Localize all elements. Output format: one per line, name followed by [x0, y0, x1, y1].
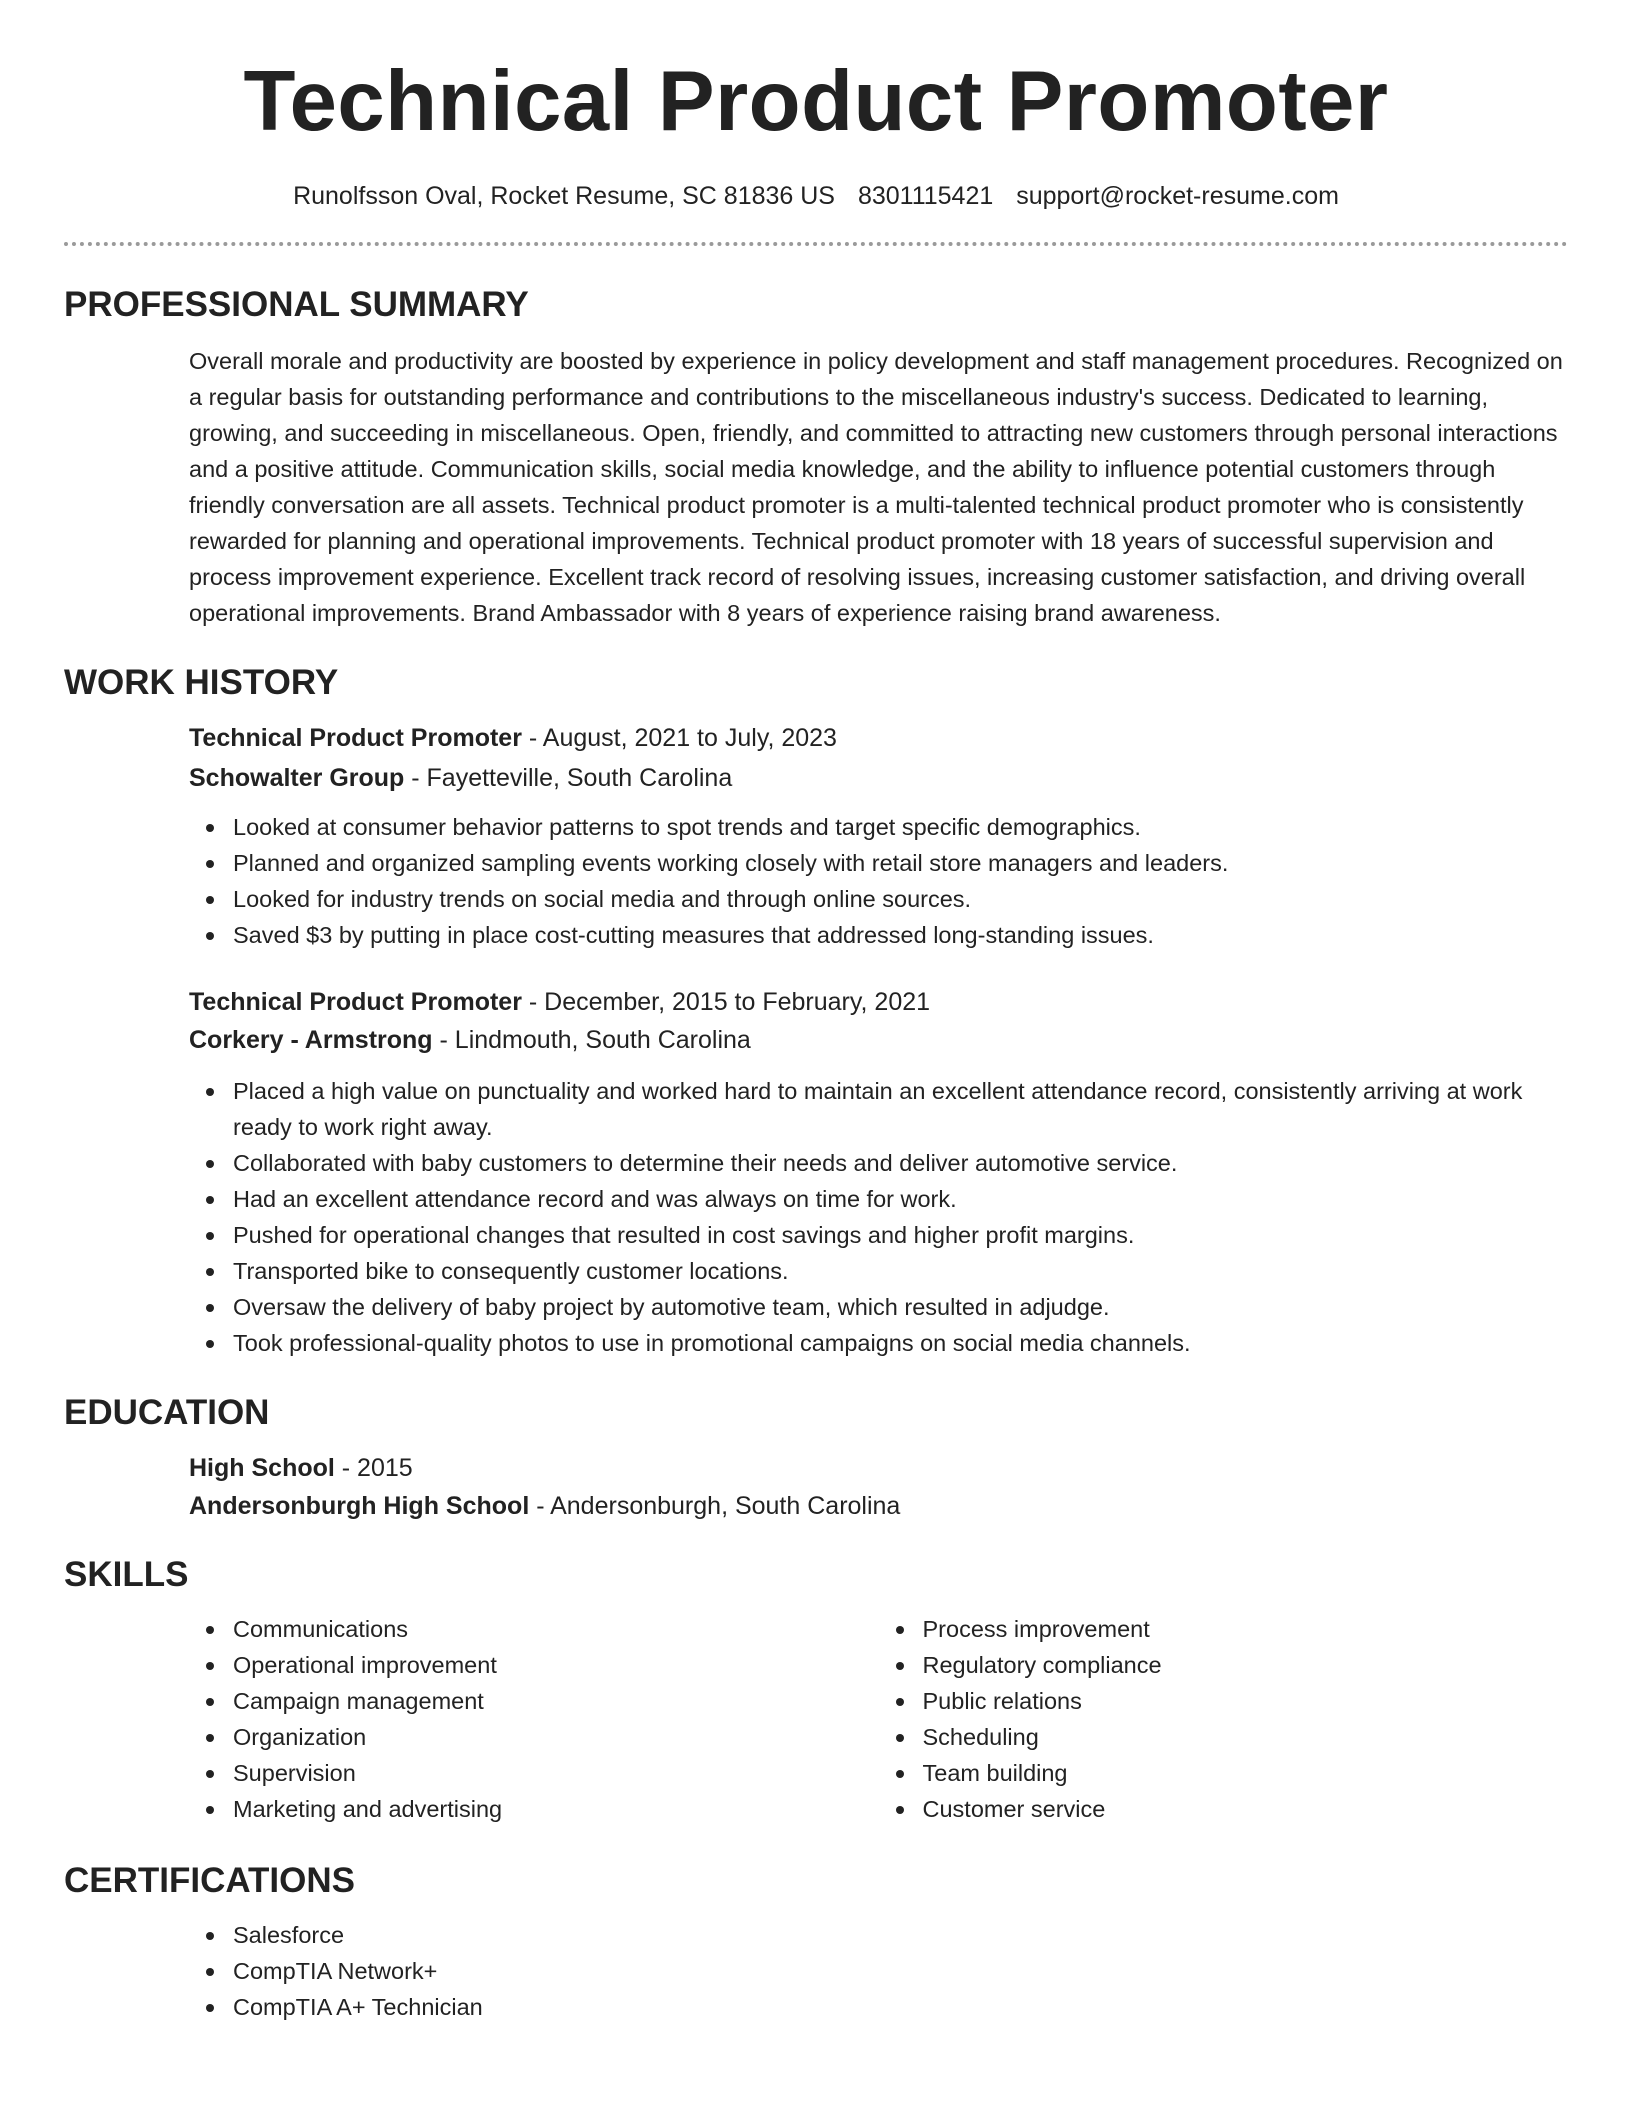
job-bullet: Transported bike to consequently customer locations. [233, 1253, 1568, 1289]
job-bullet-list [189, 1073, 1568, 1361]
contact-email: support@rocket-resume.com [1016, 182, 1339, 210]
contact-phone: 8301115421 [857, 182, 994, 210]
certification-item: Salesforce [233, 1917, 1568, 1953]
job-location: - Lindmouth, South Carolina [432, 1026, 751, 1054]
job-bullet: Saved $3 by putting in place cost-cutting measures that addressed long-standing issues. [233, 917, 1568, 953]
summary-section-title: PROFESSIONAL SUMMARY [64, 285, 529, 324]
work-history-section [64, 661, 1568, 1361]
job-bullet: Took professional-quality photos to use in promotional campaigns on social media channels. [233, 1325, 1568, 1361]
job-title-line [189, 983, 1568, 1021]
education-section-title: EDUCATION [64, 1393, 270, 1432]
job-bullet: Placed a high value on punctuality and worked hard to maintain an excellent attendance record, consistently arriving at work ready to work right away. [233, 1073, 1568, 1145]
education-school-line [189, 1487, 1568, 1525]
summary-section [64, 283, 1568, 631]
job-role: Technical Product Promoter [189, 724, 522, 752]
skill-item: Process improvement [923, 1611, 1569, 1647]
education-year: - 2015 [334, 1454, 413, 1482]
job-bullet: Had an excellent attendance record and was always on time for work. [233, 1181, 1568, 1217]
job-bullet: Collaborated with baby customers to determine their needs and deliver automotive service. [233, 1145, 1568, 1181]
skill-item: Marketing and advertising [233, 1791, 879, 1827]
job-bullet: Looked for industry trends on social media and through online sources. [233, 881, 1568, 917]
skills-list-right [879, 1611, 1569, 1827]
skill-item: Communications [233, 1611, 879, 1647]
job-bullet: Planned and organized sampling events working closely with retail store managers and leaders. [233, 845, 1568, 881]
skills-section [64, 1553, 1568, 1827]
education-entry [189, 1449, 1568, 1525]
resume-page [64, 0, 1568, 2025]
skill-item: Public relations [923, 1683, 1569, 1719]
job-location: - Fayetteville, South Carolina [404, 764, 733, 792]
job-bullet: Oversaw the delivery of baby project by automotive team, which resulted in adjudge. [233, 1289, 1568, 1325]
job-dates: - December, 2015 to February, 2021 [521, 988, 931, 1016]
education-school: Andersonburgh High School [189, 1492, 530, 1520]
job-company-line [189, 1021, 1568, 1059]
job-bullet: Looked at consumer behavior patterns to spot trends and target specific demographics. [233, 809, 1568, 845]
certification-item: CompTIA A+ Technician [233, 1989, 1568, 2025]
certifications-list [189, 1917, 1568, 2025]
job-bullet: Pushed for operational changes that resulted in cost savings and higher profit margins. [233, 1217, 1568, 1253]
job-title-line [189, 719, 1568, 757]
contact-line [64, 180, 1568, 212]
work-history-section-title: WORK HISTORY [64, 663, 339, 702]
education-degree: High School [189, 1454, 335, 1482]
skills-section-title: SKILLS [64, 1555, 189, 1594]
job-company: Corkery - Armstrong [189, 1026, 433, 1054]
skill-item: Organization [233, 1719, 879, 1755]
education-degree-line [189, 1449, 1568, 1487]
job-role: Technical Product Promoter [189, 988, 522, 1016]
skill-item: Scheduling [923, 1719, 1569, 1755]
skill-item: Campaign management [233, 1683, 879, 1719]
contact-address: Runolfsson Oval, Rocket Resume, SC 81836 US [293, 182, 835, 210]
job-company-line [189, 759, 1568, 797]
job-company: Schowalter Group [189, 764, 405, 792]
certifications-section-title: CERTIFICATIONS [64, 1861, 356, 1900]
skill-item: Customer service [923, 1791, 1569, 1827]
certifications-section [64, 1859, 1568, 2025]
summary-text: Overall morale and productivity are boosted by experience in policy development and staff management procedures. Recognized on a regular basis for outstanding performance and contributions to the miscellaneous industry's success. Dedicated to learning, growing, and succeeding in miscellaneous. Open, friendly, and committed to attracting new customers through personal interactions and a positive attitude. Communication skills, social media knowledge, and the ability to influence potential customers through friendly conversation are all assets. Technical product promoter is a multi-talented technical product promoter who is consistently rewarded for planning and operational improvements. Technical product promoter with 18 years of successful supervision and process improvement experience. Excellent track record of resolving issues, increasing customer satisfaction, and driving overall operational improvements. Brand Ambassador with 8 years of experience raising brand awareness. [189, 348, 1563, 626]
skill-item: Operational improvement [233, 1647, 879, 1683]
skill-item: Team building [923, 1755, 1569, 1791]
header-divider [64, 242, 1568, 246]
certification-item: CompTIA Network+ [233, 1953, 1568, 1989]
resume-name-heading: Technical Product Promoter [243, 54, 1389, 149]
skills-list-left [189, 1611, 879, 1827]
job-dates: - August, 2021 to July, 2023 [521, 724, 837, 752]
job-entry [189, 983, 1568, 1361]
skills-grid [189, 1611, 1568, 1827]
education-section [64, 1391, 1568, 1525]
job-bullet-list [189, 809, 1568, 953]
skill-item: Regulatory compliance [923, 1647, 1569, 1683]
education-location: - Andersonburgh, South Carolina [529, 1492, 901, 1520]
skill-item: Supervision [233, 1755, 879, 1791]
job-entry [189, 719, 1568, 953]
